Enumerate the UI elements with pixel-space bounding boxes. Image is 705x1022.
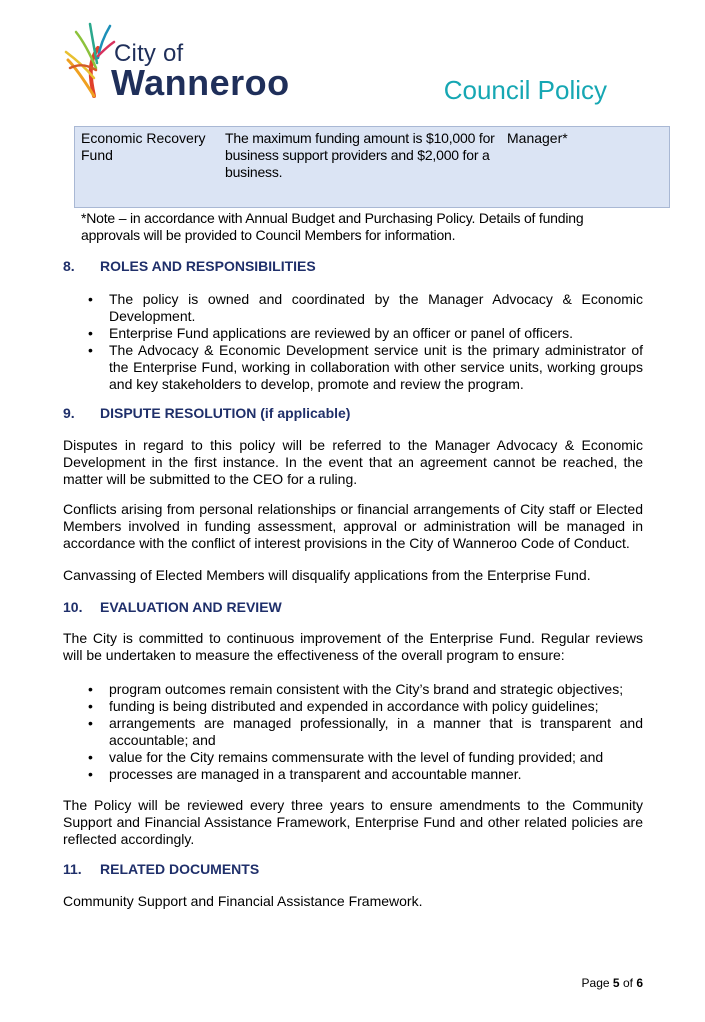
section-8-heading [63,258,316,274]
fund-description: The maximum funding amount is $10,000 for business support providers and $2,000 for a business. [225,130,495,180]
logo-text-wanneroo: Wanneroo [111,62,290,103]
roles-list [88,291,643,393]
paragraph: Conflicts arising from personal relationships or financial arrangements of City staff or Elected Members involved in funding assessment, approval or administration will be managed in accordance with the conflict of interest provisions in the City of Wanneroo Code of Conduct. [63,501,643,551]
list-item: • funding is being distributed and expended in accordance with policy guidelines; [88,698,643,715]
list-item: • processes are managed in a transparent and accountable manner. [88,766,643,783]
fund-approver: Manager* [507,130,568,146]
review-list [88,681,643,783]
fund-name: Economic Recovery Fund [81,130,206,163]
logo-mark-icon [64,18,116,98]
page-number: Page 5 of 6 [581,976,643,990]
list-item: • value for the City remains commensurate with the level of funding provided; and [88,749,643,766]
logo-text-city: City of [114,40,184,67]
section-9-heading [63,405,350,421]
section-number: 9. [63,405,75,421]
section-title: EVALUATION AND REVIEW [100,599,282,615]
paragraph: Community Support and Financial Assistance Framework. [63,893,423,909]
section-10-heading [63,599,282,615]
fund-table-row [74,126,670,208]
section-number: 8. [63,258,75,274]
paragraph: Canvassing of Elected Members will disqualify applications from the Enterprise Fund. [63,567,591,583]
document-title: Council Policy [443,75,607,105]
section-title: DISPUTE RESOLUTION (if applicable) [100,405,351,421]
list-item: • Enterprise Fund applications are reviewed by an officer or panel of officers. [88,325,643,342]
section-title: RELATED DOCUMENTS [100,861,260,877]
section-title: ROLES AND RESPONSIBILITIES [100,258,316,274]
list-item: • program outcomes remain consistent with the City’s brand and strategic objectives; [88,681,643,698]
paragraph: Disputes in regard to this policy will be referred to the Manager Advocacy & Economic Development in the first instance. In the event that an agreement cannot be reached, the matter will be submitted to the CEO for a ruling. [63,437,643,487]
funding-note: *Note – in accordance with Annual Budget and Purchasing Policy. Details of funding approvals will be provided to Council Members for information. [81,210,584,243]
section-11-heading [63,861,259,877]
list-item: • arrangements are managed professionally, in a manner that is transparent and accountable; and [88,715,643,749]
list-item: • The policy is owned and coordinated by the Manager Advocacy & Economic Development. [88,291,643,325]
section-number: 11. [63,861,82,877]
list-item: • The Advocacy & Economic Development service unit is the primary administrator of the Enterprise Fund, working in collaboration with other service units, working groups and key stakeholders to develop, promote and review the program. [88,342,643,393]
paragraph: The Policy will be reviewed every three years to ensure amendments to the Community Support and Financial Assistance Framework, Enterprise Fund and other related policies are reflected accordingly. [63,797,643,847]
paragraph: The City is committed to continuous improvement of the Enterprise Fund. Regular reviews will be undertaken to measure the effectiveness of the overall program to ensure: [63,630,643,663]
city-logo [64,18,294,104]
section-number: 10. [63,599,83,615]
